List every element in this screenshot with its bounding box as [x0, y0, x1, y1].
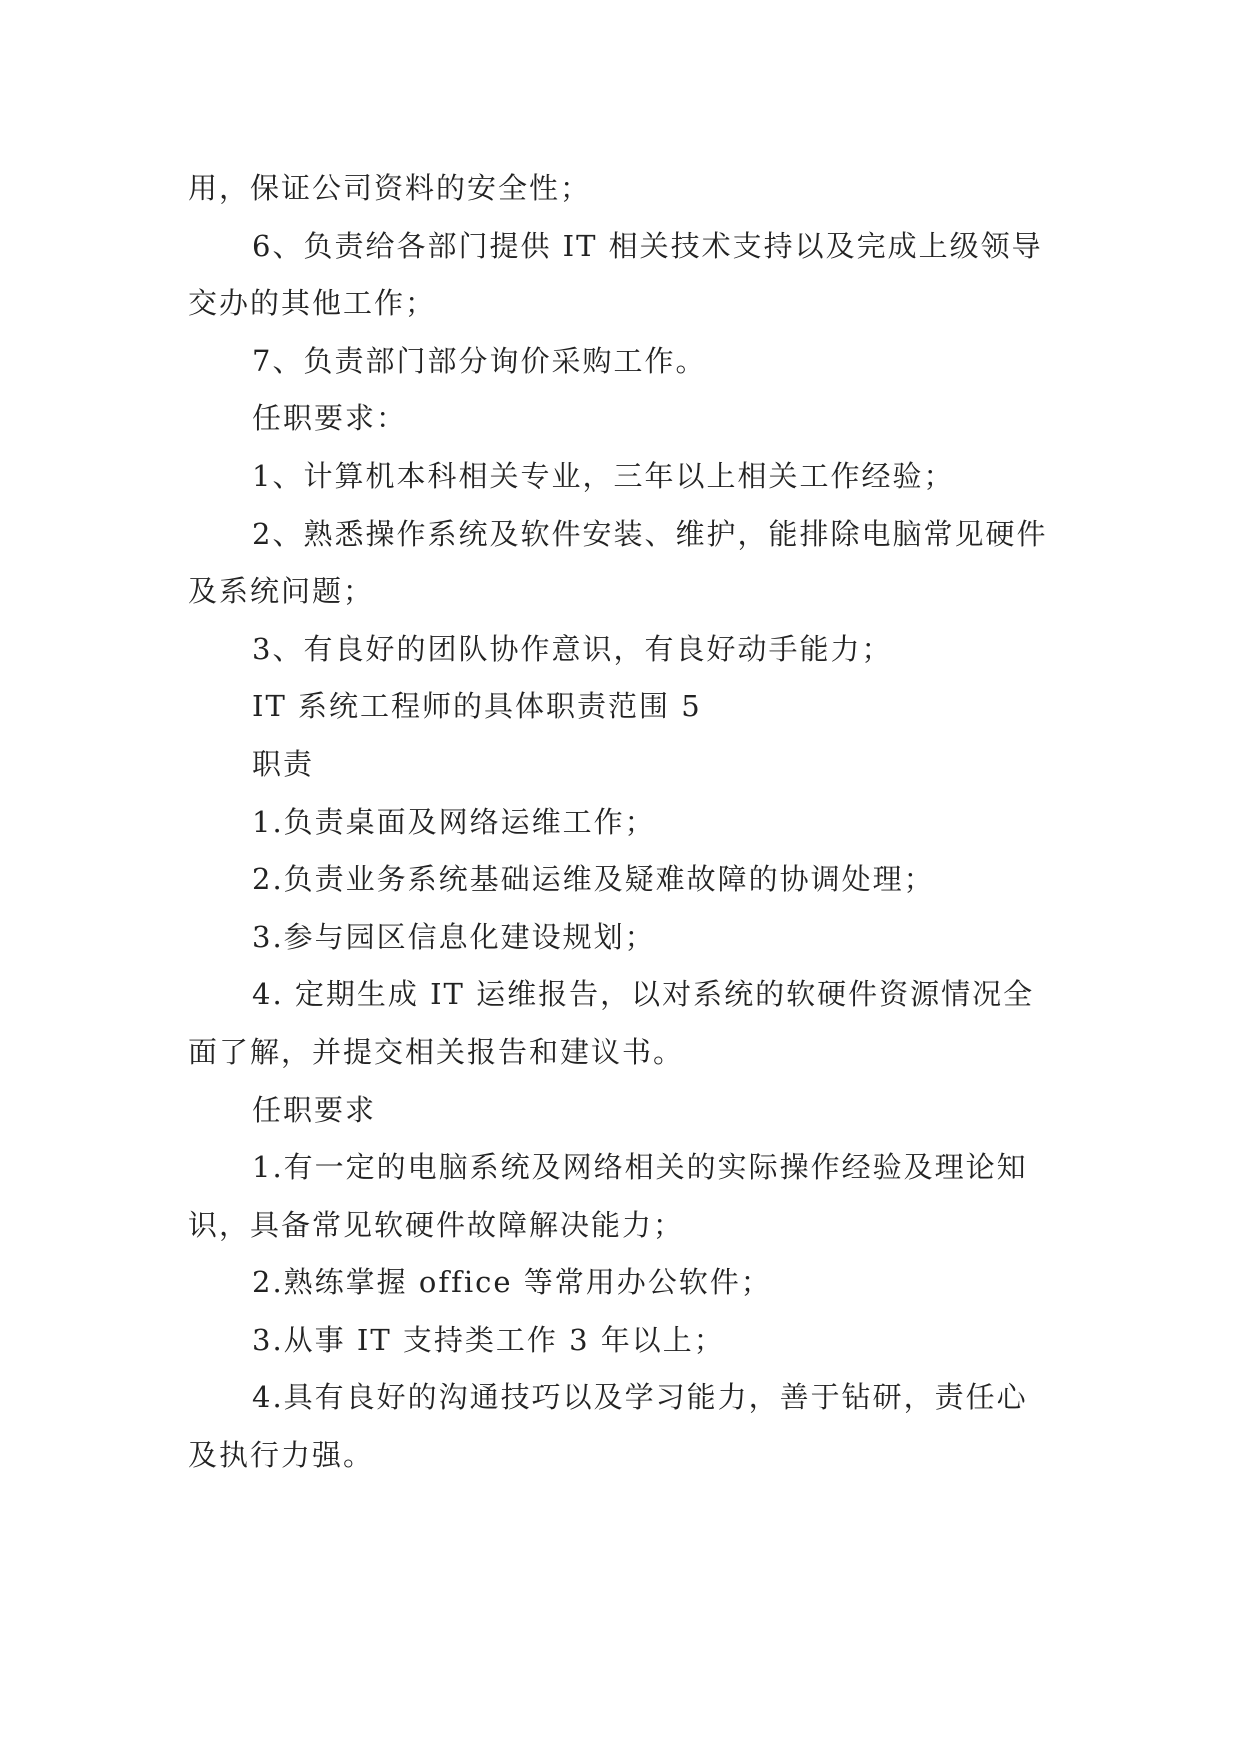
paragraph: 3.从事 IT 支持类工作 3 年以上； [252, 1322, 725, 1357]
paragraph: 2.熟练掌握 office 等常用办公软件； [252, 1265, 772, 1300]
paragraph: 用，保证公司资料的安全性； [188, 171, 592, 205]
section-heading: 职责 [252, 746, 315, 781]
section-title: IT 系统工程师的具体职责范围 5 [252, 689, 702, 724]
paragraph: 7、负责部门部分询价采购工作。 [252, 343, 707, 378]
paragraph: 3.参与园区信息化建设规划； [252, 919, 656, 954]
paragraph: 2.负责业务系统基础运维及疑难故障的协调处理； [252, 862, 935, 897]
document-body [188, 160, 1056, 1485]
paragraph: 4.具有良好的沟通技巧以及学习能力，善于钻研，责任心及执行力强。 [188, 1380, 1028, 1473]
paragraph: 6、负责给各部门提供 IT 相关技术支持以及完成上级领导交办的其他工作； [188, 228, 1043, 321]
paragraph: 3、有良好的团队协作意识，有良好动手能力； [252, 631, 893, 666]
paragraph: 4. 定期生成 IT 运维报告，以对系统的软硬件资源情况全面了解，并提交相关报告和建议书。 [188, 977, 1035, 1069]
section-heading: 任职要求： [252, 401, 408, 436]
paragraph: 1、计算机本科相关专业，三年以上相关工作经验； [252, 458, 955, 493]
paragraph: 1.负责桌面及网络运维工作； [252, 804, 656, 839]
paragraph: 1.有一定的电脑系统及网络相关的实际操作经验及理论知识，具备常见软硬件故障解决能力； [188, 1150, 1028, 1242]
paragraph: 2、熟悉操作系统及软件安装、维护，能排除电脑常见硬件及系统问题； [188, 516, 1048, 609]
section-heading: 任职要求 [252, 1092, 377, 1127]
